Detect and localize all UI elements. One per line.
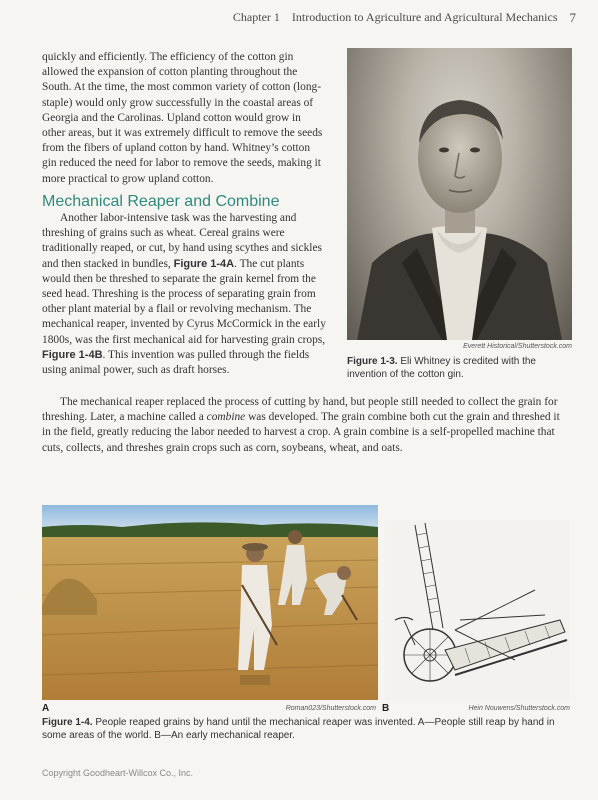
- left-column: [42, 50, 327, 378]
- panel-letter-a: A: [42, 703, 50, 714]
- reaper-illustration: [385, 520, 570, 700]
- photo-hand-reaping: [42, 505, 378, 700]
- photo-a-credit: Roman023/Shutterstock.com: [285, 705, 376, 712]
- running-header: [233, 10, 576, 26]
- paragraph-cotton-gin: quickly and efficiently. The efficiency of the cotton gin allowed the expansion of cotton planting throughout the South. At the time, the most common variety of cotton (long-staple) would only grow successfully in the coastal areas of Georgia and the Carolinas. Upland cotton would grow in other areas, but it was extremely difficult to remove the seeds from the fibers of upland cotton by hand. Whitney’s cotton gin reduced the need for labor to remove the seeds, making it more practical to grow upland cotton.: [42, 51, 323, 185]
- chapter-label: Chapter 1: [232, 10, 280, 24]
- caption-text: Eli Whitney is credited with the invention of the cotton gin.: [347, 356, 536, 380]
- figure-1-4-caption: [42, 716, 567, 742]
- portrait-credit: Everett Historical/Shutterstock.com: [463, 343, 572, 350]
- paragraph-combine: [42, 395, 562, 456]
- sketch-b-credit: Hein Nouwens/Shutterstock.com: [468, 705, 570, 712]
- figure-reference: Figure 1-4A: [173, 257, 235, 270]
- page-number: 7: [569, 10, 576, 25]
- paragraph-text: The mechanical reaper replaced the process of cutting by hand, but people still needed to collect the grain for threshing. Later, a machine called a: [42, 396, 558, 424]
- figure-1-3-caption: [347, 355, 572, 381]
- caption-label: Figure 1-3.: [347, 356, 398, 367]
- italic-term: combine: [206, 411, 246, 424]
- paragraph-text: . The cut plants would then be threshed to separate the grain kernel from the seed head. Threshing is the process of separating grain from other plant material by a flail or revolving mechanism. The mechanical reaper, invented by Cyrus McCormick in the early 1800s, was the first mechanical aid for harvesting grain crops,: [42, 257, 326, 346]
- caption-text: People reaped grains by hand until the mechanical reaper was invented. A—People still reap by hand in some areas of the world. B—An early mechanical reaper.: [42, 717, 555, 741]
- chapter-title: Introduction to Agriculture and Agricultural Mechanics: [291, 10, 558, 24]
- section-heading: Mechanical Reaper and Combine: [42, 192, 280, 210]
- figure-reference: Figure 1-4B: [42, 348, 103, 361]
- harvest-photo-illustration: [42, 505, 378, 700]
- paragraph-text: Another labor-intensive task was the harvesting and threshing of grains such as wheat. Cereal grains were traditionally reaped, or cut, by hand using scythes and sickles and then stacked in bundles,: [42, 212, 322, 270]
- paragraph-reaping: [42, 211, 327, 378]
- panel-letter-b: B: [382, 703, 390, 714]
- full-width-text: [42, 395, 562, 456]
- portrait-image: [347, 48, 572, 340]
- paragraph-text: was developed. The grain combine both cut the grain and threshed it in the field, greatly reducing the labor needed to harvest a crop. A grain combine is a self-propelled machine that cuts, collects, and threshes grain crops such as corn, soybeans, wheat, and oats.: [42, 411, 560, 454]
- portrait-illustration: [347, 48, 572, 340]
- paragraph-text: . This invention was pulled through the fields using animal power, such as draft horses.: [42, 348, 310, 377]
- copyright-footer: Copyright Goodheart-Willcox Co., Inc.: [42, 768, 194, 778]
- caption-label: Figure 1-4.: [42, 717, 93, 728]
- reaper-engraving: [385, 520, 570, 700]
